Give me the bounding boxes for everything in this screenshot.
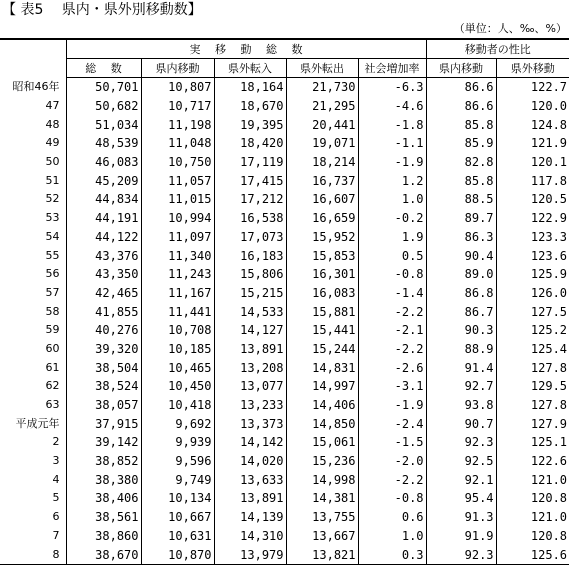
table-cell: 38,504 (66, 358, 141, 377)
table-cell: 127.8 (496, 396, 569, 415)
table-row (0, 190, 569, 209)
table-cell: 13,373 (214, 414, 286, 433)
table-cell: 86.7 (426, 302, 496, 321)
table-cell: 121.0 (496, 470, 569, 489)
table-cell: 120.8 (496, 489, 569, 508)
table-cell: 122.9 (496, 209, 569, 228)
table-cell: 13,233 (214, 396, 286, 415)
table-cell: 16,301 (286, 265, 358, 284)
table-cell: 18,420 (214, 134, 286, 153)
table-cell: 17,073 (214, 228, 286, 247)
table-cell: 15,061 (286, 433, 358, 452)
table-cell: 93.8 (426, 396, 496, 415)
table-cell: 0.3 (358, 545, 426, 564)
table-row (0, 97, 569, 116)
table-cell: 37,915 (66, 414, 141, 433)
table-cell: 124.8 (496, 115, 569, 134)
table-cell: -2.2 (358, 470, 426, 489)
table-row (0, 115, 569, 134)
row-label: 53 (45, 211, 60, 225)
table-row (0, 265, 569, 284)
table-row (0, 78, 569, 97)
table-cell: 39,320 (66, 340, 141, 359)
table-row (0, 340, 569, 359)
table-cell: -1.1 (358, 134, 426, 153)
col-header-total: 総 数 (66, 59, 141, 78)
table-cell: 127.9 (496, 414, 569, 433)
table-cell: 13,891 (214, 340, 286, 359)
col-header-intra: 県内移動 (141, 59, 214, 78)
unit-note: （単位：人、‰、%） (453, 22, 567, 35)
table-cell: 10,631 (141, 527, 214, 546)
row-label: 51 (45, 173, 60, 187)
col-header-out: 県外転出 (286, 59, 358, 78)
table-cell: -0.2 (358, 209, 426, 228)
row-label: 56 (45, 267, 60, 281)
table-cell: 11,198 (141, 115, 214, 134)
table-cell: 10,708 (141, 321, 214, 340)
table-cell: -1.5 (358, 433, 426, 452)
table-cell: -2.4 (358, 414, 426, 433)
table-cell: 18,164 (214, 78, 286, 97)
row-label: 52 (45, 192, 60, 206)
table-cell: 50,701 (66, 78, 141, 97)
table-cell: 92.5 (426, 452, 496, 471)
table-cell: 10,870 (141, 545, 214, 564)
row-label: 61 (45, 360, 60, 374)
table-cell: 88.9 (426, 340, 496, 359)
row-label: 7 (52, 528, 60, 542)
table-cell: 85.9 (426, 134, 496, 153)
table-cell: 14,127 (214, 321, 286, 340)
table-cell: 9,596 (141, 452, 214, 471)
table-cell: 127.8 (496, 358, 569, 377)
table-cell: 38,561 (66, 508, 141, 527)
table-cell: 10,667 (141, 508, 214, 527)
table-cell: 16,183 (214, 246, 286, 265)
table-cell: 50,682 (66, 97, 141, 116)
table-cell: 16,607 (286, 190, 358, 209)
table-cell: 11,167 (141, 284, 214, 303)
table-row (0, 470, 569, 489)
table-cell: 9,692 (141, 414, 214, 433)
row-label: 55 (45, 248, 60, 262)
table-cell: 44,191 (66, 209, 141, 228)
header-group-main: 実 移 動 総 数 (66, 39, 426, 59)
table-cell: 16,659 (286, 209, 358, 228)
table-cell: 21,295 (286, 97, 358, 116)
table-cell: -3.1 (358, 377, 426, 396)
table-cell: 11,015 (141, 190, 214, 209)
table-cell: 86.8 (426, 284, 496, 303)
table-cell: 10,717 (141, 97, 214, 116)
table-cell: 88.5 (426, 190, 496, 209)
table-cell: 10,134 (141, 489, 214, 508)
table-cell: 92.3 (426, 545, 496, 564)
table-cell: 10,750 (141, 153, 214, 172)
table-cell: 91.9 (426, 527, 496, 546)
row-label: 57 (45, 285, 60, 299)
table-cell: 13,667 (286, 527, 358, 546)
table-cell: 123.6 (496, 246, 569, 265)
table-cell: 92.3 (426, 433, 496, 452)
table-cell: 16,083 (286, 284, 358, 303)
table-cell: 126.0 (496, 284, 569, 303)
table-cell: 86.3 (426, 228, 496, 247)
table-cell: 127.5 (496, 302, 569, 321)
table-cell: 10,994 (141, 209, 214, 228)
table-cell: -1.8 (358, 115, 426, 134)
table-cell: -1.9 (358, 396, 426, 415)
row-label: 63 (45, 398, 60, 412)
table-row (0, 302, 569, 321)
table-cell: 117.8 (496, 171, 569, 190)
table-cell: 46,083 (66, 153, 141, 172)
table-cell: 38,670 (66, 545, 141, 564)
table-cell: 14,381 (286, 489, 358, 508)
table-cell: 11,441 (141, 302, 214, 321)
migration-table (0, 38, 569, 565)
table-cell: 11,048 (141, 134, 214, 153)
table-cell: 20,441 (286, 115, 358, 134)
table-cell: 120.5 (496, 190, 569, 209)
table-cell: 21,730 (286, 78, 358, 97)
table-row (0, 171, 569, 190)
table-cell: 125.1 (496, 433, 569, 452)
table-cell: -4.6 (358, 97, 426, 116)
table-row (0, 545, 569, 564)
table-cell: 14,142 (214, 433, 286, 452)
row-label: 62 (45, 379, 60, 393)
row-label: 4 (52, 472, 60, 486)
table-cell: 15,806 (214, 265, 286, 284)
table-cell: 17,119 (214, 153, 286, 172)
table-cell: 48,539 (66, 134, 141, 153)
table-cell: 14,020 (214, 452, 286, 471)
table-cell: 10,185 (141, 340, 214, 359)
table-cell: 14,406 (286, 396, 358, 415)
table-cell: 38,860 (66, 527, 141, 546)
table-cell: 17,415 (214, 171, 286, 190)
row-label: 3 (52, 454, 60, 468)
table-cell: 15,853 (286, 246, 358, 265)
table-cell: 14,831 (286, 358, 358, 377)
table-cell: 121.9 (496, 134, 569, 153)
table-row (0, 358, 569, 377)
row-label: 48 (45, 117, 60, 131)
row-label: 平成元年 (15, 416, 60, 430)
table-cell: 85.8 (426, 171, 496, 190)
table-cell: 89.7 (426, 209, 496, 228)
table-cell: 14,310 (214, 527, 286, 546)
table-cell: 10,418 (141, 396, 214, 415)
table-cell: 17,212 (214, 190, 286, 209)
table-cell: 11,243 (141, 265, 214, 284)
table-cell: 13,633 (214, 470, 286, 489)
table-cell: 19,071 (286, 134, 358, 153)
table-cell: 122.7 (496, 78, 569, 97)
table-cell: 16,538 (214, 209, 286, 228)
table-cell: 92.7 (426, 377, 496, 396)
col-header-ratio-inter: 県外移動 (496, 59, 569, 78)
table-cell: 14,998 (286, 470, 358, 489)
table-cell: 95.4 (426, 489, 496, 508)
table-body (0, 78, 569, 565)
table-cell: 40,276 (66, 321, 141, 340)
table-cell: 11,097 (141, 228, 214, 247)
table-cell: 1.2 (358, 171, 426, 190)
table-cell: 90.4 (426, 246, 496, 265)
header-group-ratio: 移動者の性比 (426, 39, 569, 59)
table-cell: 43,376 (66, 246, 141, 265)
row-label: 58 (45, 304, 60, 318)
row-label: 50 (45, 155, 60, 169)
table-cell: 86.6 (426, 97, 496, 116)
table-cell: 92.1 (426, 470, 496, 489)
table-cell: 44,122 (66, 228, 141, 247)
table-row (0, 452, 569, 471)
table-cell: -6.3 (358, 78, 426, 97)
row-label: 59 (45, 323, 60, 337)
row-label: 8 (0, 545, 66, 564)
table-cell: 19,395 (214, 115, 286, 134)
table-row (0, 321, 569, 340)
table-cell: 44,834 (66, 190, 141, 209)
row-label: 2 (52, 435, 60, 449)
table-title: 【 表5 県内・県外別移動数】 (2, 2, 202, 18)
table-cell: 10,465 (141, 358, 214, 377)
col-header-in: 県外転入 (214, 59, 286, 78)
table-cell: -0.8 (358, 265, 426, 284)
header-stub (0, 39, 66, 78)
table-cell: 9,939 (141, 433, 214, 452)
table-cell: 15,236 (286, 452, 358, 471)
table-cell: 38,524 (66, 377, 141, 396)
table-row (0, 433, 569, 452)
row-label: 60 (45, 341, 60, 355)
table-cell: 13,755 (286, 508, 358, 527)
table-cell: 82.8 (426, 153, 496, 172)
table-cell: -2.0 (358, 452, 426, 471)
table-cell: 41,855 (66, 302, 141, 321)
row-label: 47 (45, 99, 60, 113)
table-cell: 91.4 (426, 358, 496, 377)
row-label: 昭和46年 (12, 80, 60, 94)
table-cell: -1.9 (358, 153, 426, 172)
table-row (0, 246, 569, 265)
table-cell: 120.1 (496, 153, 569, 172)
table-cell: 90.3 (426, 321, 496, 340)
table-cell: 1.0 (358, 527, 426, 546)
table-row (0, 489, 569, 508)
row-label: 5 (52, 491, 60, 505)
table-cell: 121.0 (496, 508, 569, 527)
table-cell: 125.4 (496, 340, 569, 359)
table-row (0, 228, 569, 247)
table-cell: 10,450 (141, 377, 214, 396)
table-cell: 14,997 (286, 377, 358, 396)
table-cell: 13,208 (214, 358, 286, 377)
table-cell: 0.6 (358, 508, 426, 527)
table-cell: 1.0 (358, 190, 426, 209)
table-cell: 13,891 (214, 489, 286, 508)
table-cell: 11,057 (141, 171, 214, 190)
col-header-rate: 社会増加率 (358, 59, 426, 78)
table-cell: 120.0 (496, 97, 569, 116)
row-label: 49 (45, 136, 60, 150)
table-cell: 45,209 (66, 171, 141, 190)
table-cell: 120.8 (496, 527, 569, 546)
table-cell: 16,737 (286, 171, 358, 190)
table-cell: 13,979 (214, 545, 286, 564)
table-cell: 125.6 (496, 545, 569, 564)
table-row (0, 153, 569, 172)
table-cell: 13,821 (286, 545, 358, 564)
table-row (0, 134, 569, 153)
table-cell: 51,034 (66, 115, 141, 134)
table-cell: 14,850 (286, 414, 358, 433)
table-cell: 91.3 (426, 508, 496, 527)
table-row (0, 414, 569, 433)
table-row (0, 284, 569, 303)
table-row (0, 527, 569, 546)
table-cell: -1.4 (358, 284, 426, 303)
table-cell: 85.8 (426, 115, 496, 134)
table-cell: 38,380 (66, 470, 141, 489)
table-cell: 43,350 (66, 265, 141, 284)
table-cell: 38,057 (66, 396, 141, 415)
table-cell: 9,749 (141, 470, 214, 489)
table-cell: 14,533 (214, 302, 286, 321)
table-cell: 15,881 (286, 302, 358, 321)
table-cell: 11,340 (141, 246, 214, 265)
table-cell: 1.9 (358, 228, 426, 247)
table-cell: 125.2 (496, 321, 569, 340)
table-cell: 89.0 (426, 265, 496, 284)
table-cell: 15,952 (286, 228, 358, 247)
table-row (0, 377, 569, 396)
table-cell: -2.2 (358, 340, 426, 359)
table-cell: 129.5 (496, 377, 569, 396)
table-cell: 15,215 (214, 284, 286, 303)
table-cell: 90.7 (426, 414, 496, 433)
table-row (0, 508, 569, 527)
table-cell: 15,244 (286, 340, 358, 359)
table-cell: -2.6 (358, 358, 426, 377)
table-cell: 123.3 (496, 228, 569, 247)
table-cell: 15,441 (286, 321, 358, 340)
col-header-ratio-intra: 県内移動 (426, 59, 496, 78)
table-cell: 10,807 (141, 78, 214, 97)
table-cell: 18,670 (214, 97, 286, 116)
table-cell: -2.1 (358, 321, 426, 340)
table-cell: -2.2 (358, 302, 426, 321)
table-cell: 38,852 (66, 452, 141, 471)
table-cell: 86.6 (426, 78, 496, 97)
table-row (0, 396, 569, 415)
table-cell: 18,214 (286, 153, 358, 172)
table-row (0, 209, 569, 228)
table-cell: -0.8 (358, 489, 426, 508)
row-label: 6 (52, 510, 60, 524)
row-label: 54 (45, 229, 60, 243)
table-cell: 0.5 (358, 246, 426, 265)
table-cell: 39,142 (66, 433, 141, 452)
table-cell: 42,465 (66, 284, 141, 303)
table-cell: 125.9 (496, 265, 569, 284)
table-cell: 38,406 (66, 489, 141, 508)
table-cell: 14,139 (214, 508, 286, 527)
table-cell: 122.6 (496, 452, 569, 471)
table-cell: 13,077 (214, 377, 286, 396)
